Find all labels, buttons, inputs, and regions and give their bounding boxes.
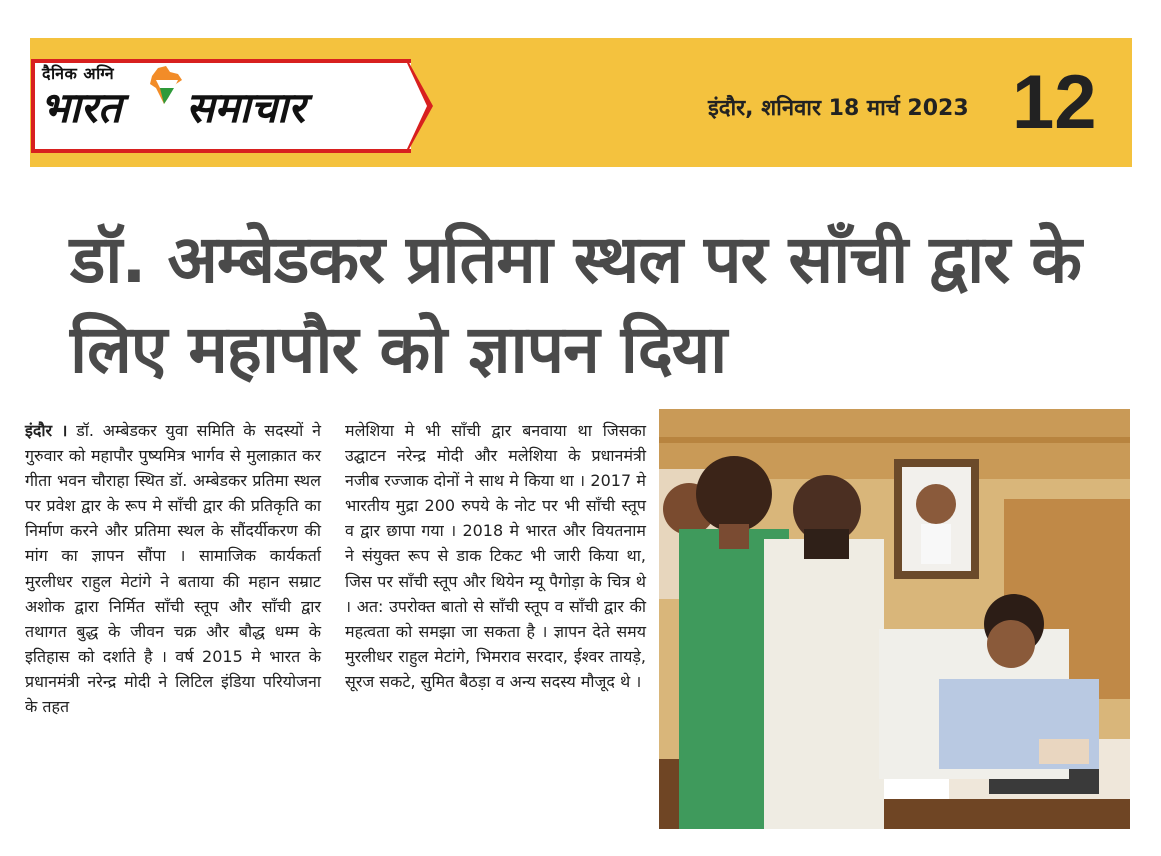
india-map-icon xyxy=(148,66,184,106)
page-number: 12 xyxy=(1012,60,1097,145)
issue-dateline: इंदौर, शनिवार 18 मार्च 2023 xyxy=(708,96,969,121)
article-column-1 xyxy=(25,418,321,719)
logo-arrow-inner xyxy=(407,63,427,149)
article-headline: डॉ. अम्बेडकर प्रतिमा स्थल पर साँची द्वार के लिए महापौर को ज्ञापन दिया xyxy=(70,221,1081,388)
logo-word-bharat: भारत xyxy=(40,83,122,132)
article-column-2: मलेशिया मे भी साँची द्वार बनवाया था जिसका उद्घाटन नरेन्द्र मोदी और मलेशिया के प्रधानमंत्री नजीब रज्जाक दोनों ने साथ मे किया था । 2017 मे भारतीय मुद्रा 200 रुपये के नोट पर भी साँची स्तूप व द्वार छापा गया । 2018 मे भारत और वियतनाम ने संयुक्त रूप से डाक टिकट भी जारी किया था, जिस पर साँची स्तूप और थियेन म्यू पैगोड़ा के चित्र थे । अत: उपरोक्त बातो से साँची स्तूप व साँची द्वार की महत्वता को समझा जा सकता है । ज्ञापन देते समय मुरलीधर राहुल मेटांगे, भिमराव सरदार, ईश्वर तायड़े, सूरज सकटे, सुमित बैठड़ा व अन्य सदस्य मौजूद थे । xyxy=(345,421,646,691)
article-column-1-text: डॉ. अम्बेडकर युवा समिति के सदस्यों ने गुरुवार को महापौर पुष्यमित्र भार्गव से मुलाक़ात कर गीता भवन चौराहा स्थित डॉ. अम्बेडकर प्रतिमा स्थल पर प्रवेश द्वार के रूप मे साँची द्वार की प्रतिकृति का निर्माण करने और प्रतिमा स्थल के सौंदर्यीकरण की मांग का ज्ञापन सौंपा । सामाजिक कार्यकर्ता मुरलीधर राहुल मेटांगे ने बताया की महान सम्राट अशोक द्वारा निर्मित साँची स्तूप और साँची द्वार तथागत बुद्ध के जीवन चक्र और बौद्ध धम्म के इतिहास को दर्शाते है । वर्ष 2015 मे भारत के प्रधानमंत्री नरेन्द्र मोदी ने लिटिल इंडिया परियोजना के तहत xyxy=(25,421,321,717)
logo-word-samachar: समाचार xyxy=(186,83,306,132)
article-place: इंदौर । xyxy=(25,421,68,440)
logo-tagline: दैनिक अग्नि xyxy=(42,64,115,83)
news-photo xyxy=(659,409,1130,829)
